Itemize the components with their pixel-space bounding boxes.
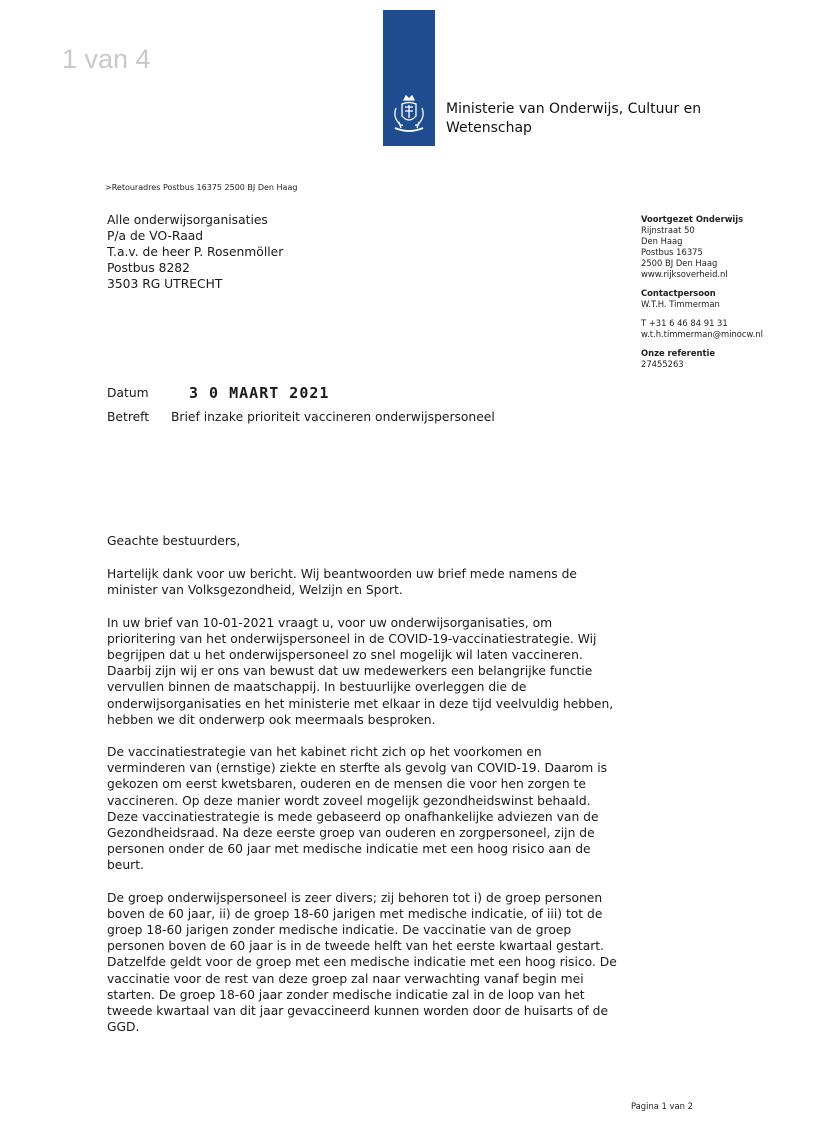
paragraph: In uw brief van 10-01-2021 vraagt u, voor uw onderwijsorganisaties, om prioritering van het onderwijspersoneel in de COVID-19-vaccinatiestrategie. Wij begrijpen dat u het onderwijspersoneel zo snel mogelijk wil laten vaccineren. Daarbij zijn wij er ons van bewust dat uw medewerkers een belangrijke functie vervullen binnen de maatschappij. In bestuurlijke overleggen die de onderwijsorganisaties en het ministerie met elkaar in deze tijd veelvuldig hebben, hebben we dit onderwerp ook meermaals besproken. — [107, 615, 614, 727]
website-link[interactable]: www.rijksoverheid.nl — [641, 269, 728, 279]
ministry-name-line-2: Wetenschap — [446, 120, 532, 136]
recipient-line: P/a de VO-Raad — [107, 229, 204, 243]
department-heading: Voortgezet Onderwijs — [641, 214, 744, 224]
recipient-line: Postbus 8282 — [107, 261, 190, 275]
paragraph: De groep onderwijspersoneel is zeer divers; zij behoren tot i) de groep personen boven de 60 jaar, ii) de groep 18-60 jarigen met medische indicatie, of iii) tot de groep 18-60 jarigen zonder medische indicatie. De vaccinatie van de groep personen boven de 60 jaar is in de tweede helft van het eerste kwartaal gestart. Datzelfde geldt voor de groep met een medische indicatie met een hoog risico. De vaccinatie voor de rest van deze groep zal naar verwachting vanaf begin mei starten. De groep 18-60 jaar zonder medische indicatie zal in de loop van het tweede kwartaal van dit jaar gevaccineerd kunnen worden door de huisarts of de GGD. — [107, 890, 617, 1035]
contact-name: W.T.H. Timmerman — [641, 299, 720, 309]
department-line: 2500 BJ Den Haag — [641, 258, 718, 268]
department-line: Postbus 16375 — [641, 247, 703, 257]
return-address: >Retouradres Postbus 16375 2500 BJ Den Haag — [105, 183, 298, 192]
ministry-name — [446, 100, 746, 138]
page-number: Pagina 1 van 2 — [631, 1101, 693, 1111]
sender-details — [641, 214, 821, 370]
letter-body — [107, 533, 647, 1051]
paragraph: De vaccinatiestrategie van het kabinet richt zich op het voorkomen en verminderen van (ernstige) ziekte en sterfte als gevolg van COVID-19. Daarom is gekozen om eerst kwetsbaren, ouderen en de mensen die voor hen zorgen te vaccineren. Op deze manier wordt zoveel mogelijk gezondheidswinst behaald. Deze vaccinatiestrategie is mede gebaseerd op onafhankelijke adviezen van de Gezondheidsraad. Na deze eerste groep van ouderen en zorgpersoneel, zijn de personen onder de 60 jaar met medische indicatie met een hoog risico aan de beurt. — [107, 745, 608, 873]
coat-of-arms-icon — [390, 92, 428, 136]
recipient-line: T.a.v. de heer P. Rosenmöller — [107, 245, 284, 259]
contact-phone: T +31 6 46 84 91 31 — [641, 318, 728, 328]
recipient-address — [107, 212, 283, 292]
date-stamp: 3 0 MAART 2021 — [189, 384, 330, 402]
paragraph: Hartelijk dank voor uw bericht. Wij beantwoorden uw brief mede namens de minister van Volksgezondheid, Welzijn en Sport. — [107, 567, 577, 598]
recipient-line: Alle onderwijsorganisaties — [107, 213, 268, 227]
date-row — [107, 384, 329, 402]
contact-email[interactable]: w.t.h.timmerman@minocw.nl — [641, 329, 763, 339]
department-line: Rijnstraat 50 — [641, 225, 695, 235]
rijksoverheid-logo — [383, 10, 435, 146]
contact-heading: Contactpersoon — [641, 288, 716, 298]
subject-label: Betreft — [107, 410, 150, 424]
page-count-badge: 1 van 4 — [62, 44, 151, 74]
reference-value: 27455263 — [641, 359, 684, 369]
date-label: Datum — [107, 386, 149, 400]
ministry-name-line-1: Ministerie van Onderwijs, Cultuur en — [446, 101, 702, 117]
reference-heading: Onze referentie — [641, 348, 716, 358]
salutation: Geachte bestuurders, — [107, 534, 241, 548]
recipient-line: 3503 RG UTRECHT — [107, 277, 223, 291]
subject-row — [107, 410, 495, 424]
subject-value: Brief inzake prioriteit vaccineren onderwijspersoneel — [171, 410, 495, 424]
department-line: Den Haag — [641, 236, 683, 246]
